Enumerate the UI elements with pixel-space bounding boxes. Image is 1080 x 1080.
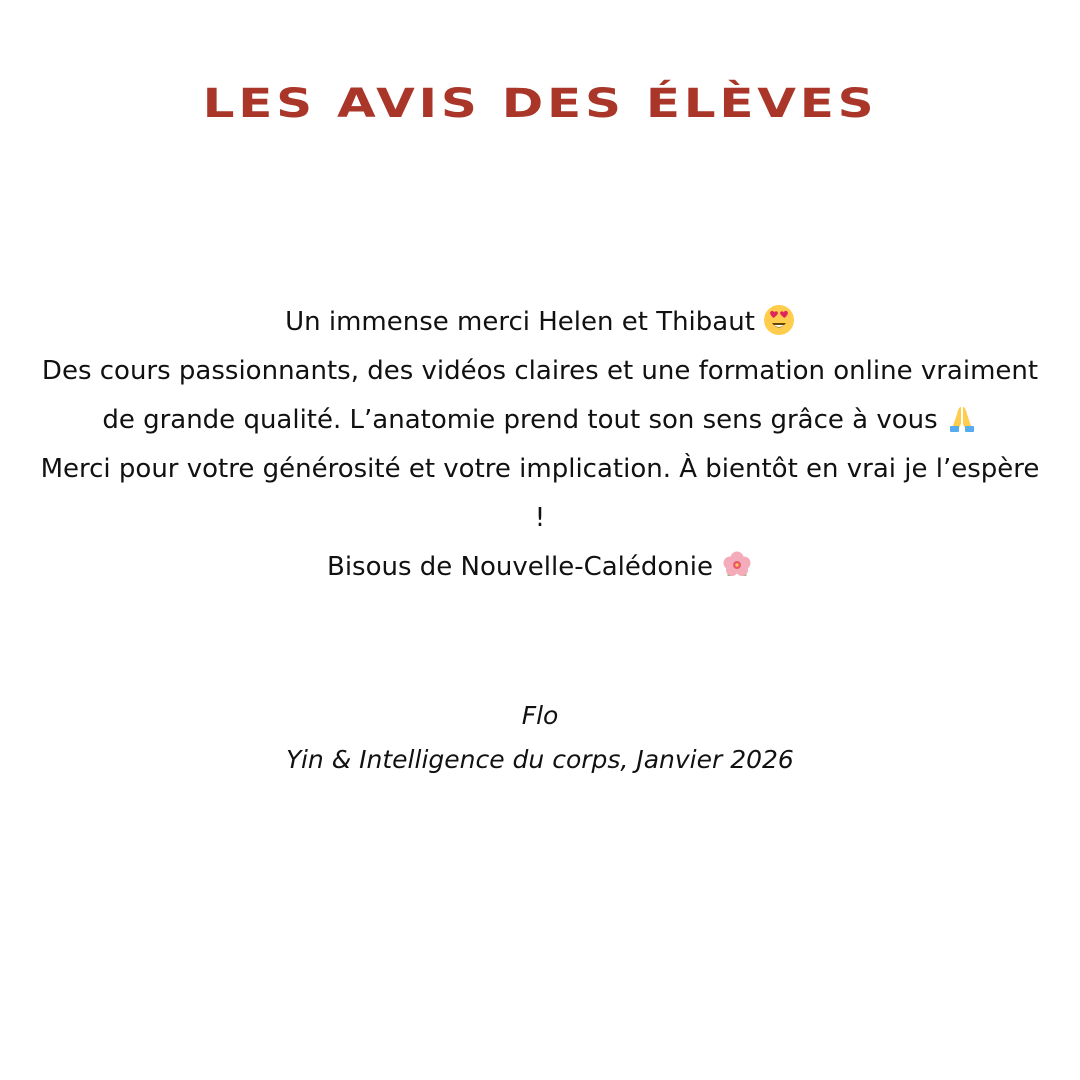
page-title: LES AVIS DES ÉLÈVES xyxy=(202,81,878,127)
review-line xyxy=(40,445,1040,543)
review-line-text: Merci pour votre générosité et votre implication. À bientôt en vrai je l’espère ! xyxy=(40,454,1040,533)
heart-eyes-emoji-icon xyxy=(763,304,795,336)
review-signature xyxy=(40,694,1040,782)
course-info: Yin & Intelligence du corps, Janvier 2026 xyxy=(286,745,794,774)
review-line xyxy=(40,543,1040,592)
praying-hands-emoji-icon xyxy=(946,402,978,434)
review-line xyxy=(40,347,1040,445)
review-text xyxy=(40,298,1040,592)
review-line-text: Des cours passionnants, des vidéos claires et une formation online vraiment de grande qualité. L’anatomie prend tout son sens grâce à vous xyxy=(41,356,1039,435)
review-line xyxy=(40,298,1040,347)
review-line-text: Un immense merci Helen et Thibaut xyxy=(285,307,755,337)
review-line-text: Bisous de Nouvelle-Calédonie xyxy=(326,552,714,582)
hibiscus-emoji-icon xyxy=(721,549,753,581)
author-name: Flo xyxy=(521,701,559,730)
